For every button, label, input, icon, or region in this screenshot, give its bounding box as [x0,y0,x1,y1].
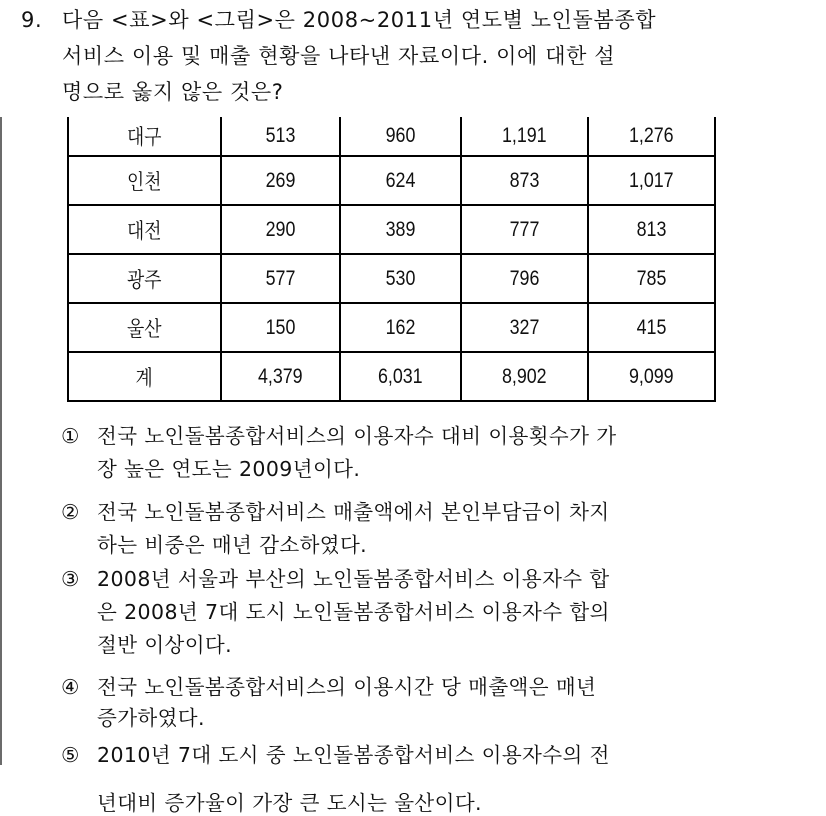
option-4-marker: ④ [61,675,80,699]
option-3-line-2: 은 2008년 7대 도시 노인돌봄종합서비스 이용자수 합의 [97,600,610,624]
option-5-line-1: 2010년 7대 도시 중 노인돌봄종합서비스 이용자수의 전 [97,743,610,767]
option-1-line-2: 장 높은 연도는 2009년이다. [97,457,361,481]
value-2011-cell: 1,017 [588,156,715,205]
city-cell: 광주 [68,254,221,303]
table-row [68,254,715,303]
value-2009-cell: 624 [340,156,461,205]
option-4-line-2: 증가하였다. [97,706,205,730]
city-cell: 대구 [68,117,221,156]
total-2011-cell: 9,099 [588,352,715,401]
option-3-marker: ③ [61,567,80,591]
value-2009-cell: 530 [340,254,461,303]
value-2008-cell: 269 [221,156,340,205]
option-3-line-1: 2008년 서울과 부산의 노인돌봄종합서비스 이용자수 합 [97,567,610,591]
option-5-line-2: 년대비 증가율이 가장 큰 도시는 울산이다. [97,791,482,815]
table-row [68,117,715,156]
total-label-cell: 계 [68,352,221,401]
value-2008-cell: 290 [221,205,340,254]
city-cell: 인천 [68,156,221,205]
table-row-total [68,352,715,401]
option-1-line-1: 전국 노인돌봄종합서비스의 이용자수 대비 이용횟수가 가 [97,424,617,448]
option-2-marker: ② [61,500,80,524]
value-2009-cell: 960 [340,117,461,156]
value-2010-cell: 796 [461,254,588,303]
option-2-line-1: 전국 노인돌봄종합서비스 매출액에서 본인부담금이 차지 [97,500,610,524]
option-2-line-2: 하는 비중은 매년 감소하였다. [97,533,368,557]
city-cell: 대전 [68,205,221,254]
total-2010-cell: 8,902 [461,352,588,401]
value-2010-cell: 873 [461,156,588,205]
left-margin-rule [0,117,2,765]
value-2011-cell: 785 [588,254,715,303]
city-cell: 울산 [68,303,221,352]
total-2008-cell: 4,379 [221,352,340,401]
city-users-table [67,117,716,402]
value-2008-cell: 150 [221,303,340,352]
option-3-line-3: 절반 이상이다. [97,633,233,657]
value-2009-cell: 389 [340,205,461,254]
option-1-marker: ① [61,424,80,448]
option-5-marker: ⑤ [61,743,80,767]
value-2009-cell: 162 [340,303,461,352]
value-2011-cell: 1,276 [588,117,715,156]
value-2008-cell: 513 [221,117,340,156]
value-2008-cell: 577 [221,254,340,303]
value-2011-cell: 415 [588,303,715,352]
question-text-line-3: 명으로 옳지 않은 것은? [62,80,284,104]
value-2010-cell: 327 [461,303,588,352]
option-4-line-1: 전국 노인돌봄종합서비스의 이용시간 당 매출액은 매년 [97,675,597,699]
table-row [68,205,715,254]
table-row [68,156,715,205]
total-2009-cell: 6,031 [340,352,461,401]
question-text-line-1: 다음 <표>와 <그림>은 2008~2011년 연도별 노인돌봄종합 [62,8,657,32]
value-2011-cell: 813 [588,205,715,254]
table-row [68,303,715,352]
question-text-line-2: 서비스 이용 및 매출 현황을 나타낸 자료이다. 이에 대한 설 [62,44,616,68]
value-2010-cell: 1,191 [461,117,588,156]
value-2010-cell: 777 [461,205,588,254]
question-number: 9. [21,8,43,32]
